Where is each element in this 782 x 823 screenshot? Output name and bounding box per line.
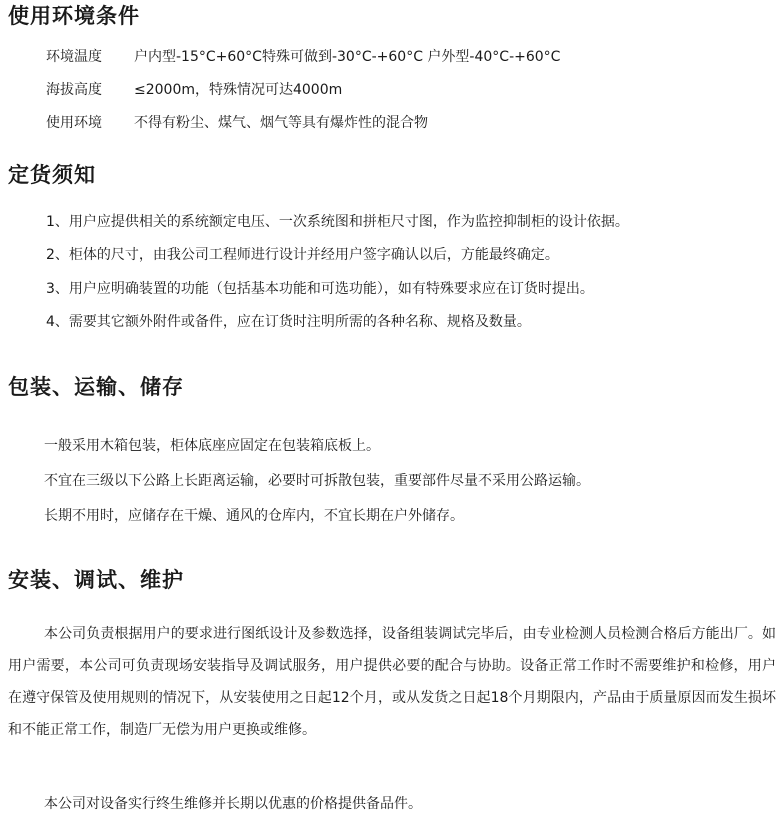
env-value: 不得有粉尘、煤气、烟气等具有爆炸性的混合物 (134, 115, 428, 131)
section-title-packing: 包装、运输、储存 (8, 375, 184, 399)
env-row-altitude (46, 80, 342, 100)
ordering-item: 1、用户应提供相关的系统额定电压、一次系统图和拼柜尺寸图，作为监控抑制柜的设计依据。 (46, 214, 629, 230)
section-title-ordering: 定货须知 (8, 163, 96, 187)
section-title-environment: 使用环境条件 (8, 4, 140, 28)
packing-item: 一般采用木箱包装，柜体底座应固定在包装箱底板上。 (44, 438, 380, 454)
env-value: ≤2000m，特殊情况可达4000m (134, 82, 343, 98)
installation-paragraph: 本公司负责根据用户的要求进行图纸设计及参数选择，设备组装调试完毕后，由专业检测人员检测合格后方能出厂。如用户需要，本公司可负责现场安装指导及调试服务，用户提供必要的配合与协助。设备正常工作时不需要维护和检修，用户在遵守保管及使用规则的情况下，从安装使用之日起12个月，或从发货之日起18个月期限内，产品由于质量原因而发生损坏和不能正常工作，制造厂无偿为用户更换或维修。 (8, 626, 776, 738)
ordering-item: 4、需要其它额外附件或备件，应在订货时注明所需的各种名称、规格及数量。 (46, 314, 531, 330)
section-title-installation: 安装、调试、维护 (8, 568, 184, 592)
env-label: 海拔高度 (46, 82, 102, 98)
env-label: 使用环境 (46, 115, 102, 131)
env-row-temperature (46, 47, 560, 67)
packing-item: 长期不用时，应储存在干燥、通风的仓库内，不宜长期在户外储存。 (44, 508, 464, 524)
env-value: 户内型-15°C+60°C特殊可做到-30°C-+60°C 户外型-40°C-+60°C (134, 49, 561, 65)
packing-item: 不宜在三级以下公路上长距离运输，必要时可拆散包装，重要部件尽量不采用公路运输。 (44, 473, 590, 489)
ordering-item: 3、用户应明确装置的功能（包括基本功能和可选功能），如有特殊要求应在订货时提出。 (46, 281, 594, 297)
installation-paragraph-spares: 本公司对设备实行终生维修并长期以优惠的价格提供备品件。 (44, 796, 422, 812)
env-label: 环境温度 (46, 49, 102, 65)
ordering-item: 2、柜体的尺寸，由我公司工程师进行设计并经用户签字确认以后，方能最终确定。 (46, 247, 559, 263)
env-row-environment (46, 113, 428, 133)
